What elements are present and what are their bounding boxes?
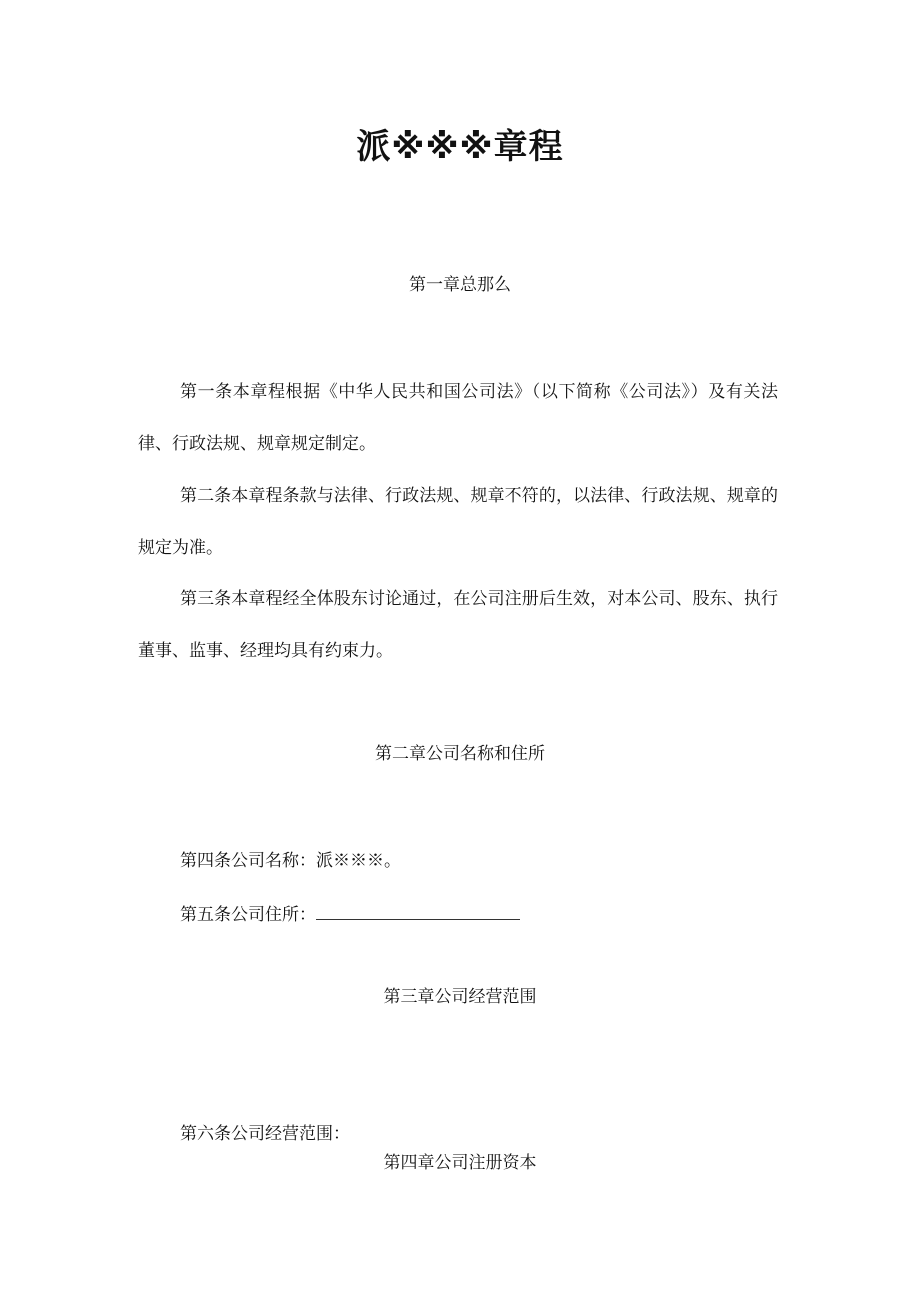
article-1: 第一条本章程根据《中华人民共和国公司法》（以下简称《公司法》）及有关法律、行政法规、规章规定制定。 [138,382,778,454]
chapter-1-heading: 第一章总那么 [409,275,511,295]
document-title: 派※※※章程 [356,127,564,167]
article-2: 第二条本章程条款与法律、行政法规、规章不符的，以法律、行政法规、规章的规定为准。 [138,486,778,558]
address-blank-line [316,903,520,920]
article-5-label: 第五条公司住所： [180,905,316,925]
chapter-4-heading: 第四章公司注册资本 [383,1153,537,1173]
article-6: 第六条公司经营范围： [180,1124,350,1144]
chapter-2-heading: 第二章公司名称和住所 [375,744,545,764]
article-4: 第四条公司名称：派※※※。 [180,851,401,871]
article-5 [180,903,520,926]
chapter-3-heading: 第三章公司经营范围 [383,987,537,1007]
article-3: 第三条本章程经全体股东讨论通过，在公司注册后生效，对本公司、股东、执行董事、监事、经理均具有约束力。 [138,589,778,661]
